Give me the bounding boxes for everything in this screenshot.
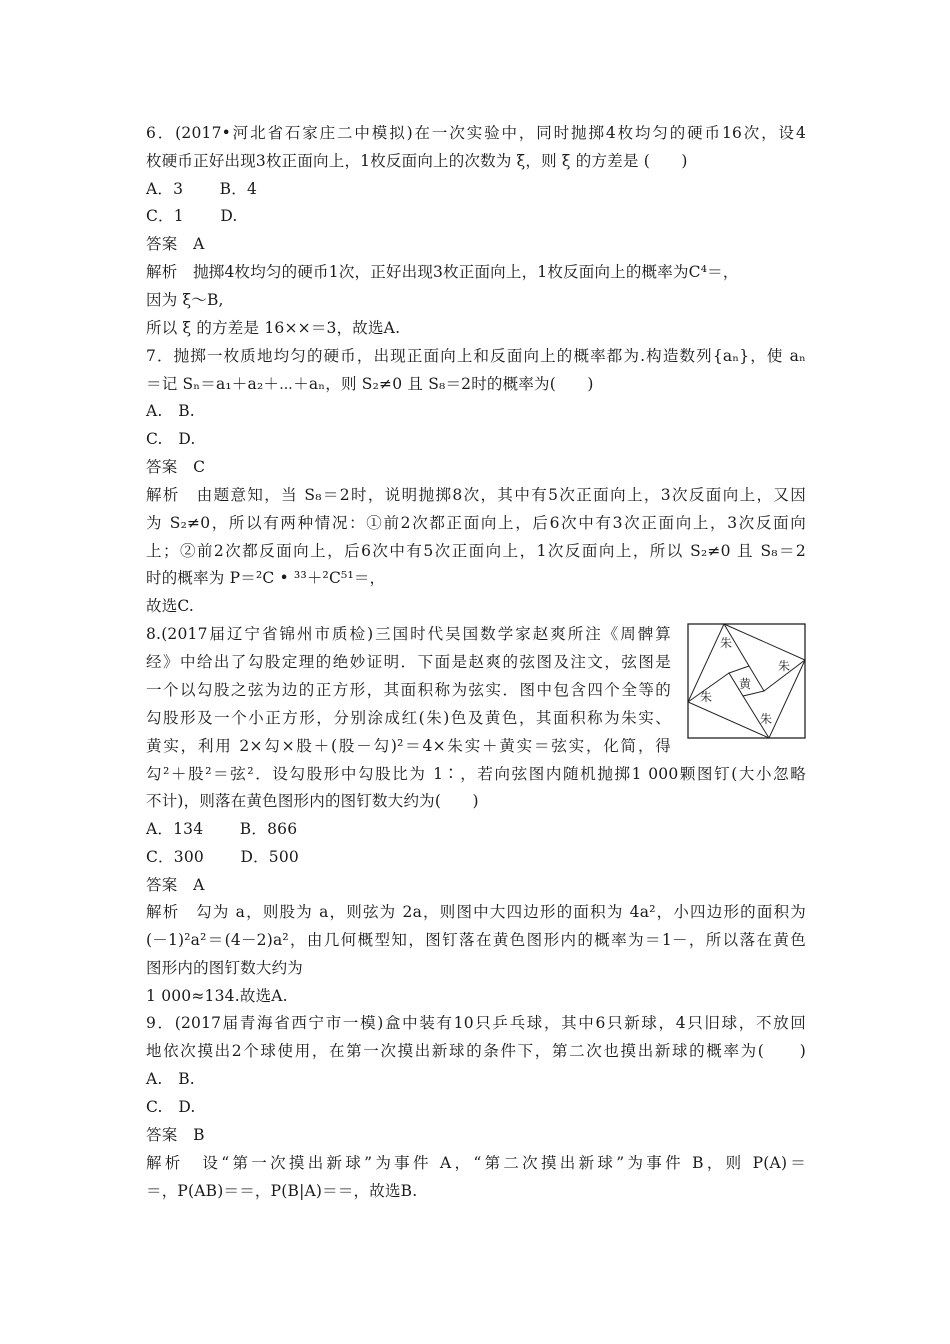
q8-stem-line5: 黄实，利用 2×勾×股＋(股－勾)²＝4×朱实＋黄实＝弦实，化简，得 <box>146 737 671 755</box>
q9-stem-line1: 9．(2017届青海省西宁市一模)盒中装有10只乒乓球，其中6只新球，4只旧球，不放回 <box>146 1014 806 1032</box>
label-center: 黄 <box>739 677 752 691</box>
q8-stem-line6: 勾²＋股²＝弦²．设勾股形中勾股比为 1∶，若向弦图内随机抛掷1 000颗图钉(大小忽略 <box>146 765 806 783</box>
label-top: 朱 <box>720 636 733 650</box>
q8-stem-line2: 经》中给出了勾股定理的绝妙证明．下面是赵爽的弦图及注文，弦图是 <box>146 653 671 671</box>
q9-stem-line2: 地依次摸出2个球使用，在第一次摸出新球的条件下，第二次也摸出新球的概率为( ) <box>146 1042 806 1060</box>
q8-stem-line7: 不计)，则落在黄色图形内的图钉数大约为( ) <box>146 792 479 810</box>
q8-solution-line2: (－1)²a²＝(4－2)a²，由几何概型知，图钉落在黄色图形内的概率为＝1－，所以落在黄色 <box>146 931 806 949</box>
q8-stem-line4: 勾股形及一个小正方形，分别涂成红(朱)色及黄色，其面积称为朱实、 <box>146 709 671 727</box>
q7-solution-line5: 故选C. <box>146 597 195 615</box>
q6-solution-line2: 因为 ξ～B, <box>146 291 224 309</box>
q6-solution-line1: 解析 抛掷4枚均匀的硬币1次，正好出现3枚正面向上，1枚反面向上的概率为C⁴＝， <box>146 263 739 281</box>
label-bottom: 朱 <box>760 712 773 726</box>
q8-answer: 答案 A <box>146 876 205 894</box>
q7-answer: 答案 C <box>146 458 206 476</box>
q8-options-cd: C．300 D．500 <box>146 848 299 866</box>
label-right: 朱 <box>778 659 791 673</box>
q7-solution-line4: 时的概率为 P＝²C • ³³＋²C⁵¹＝， <box>146 569 386 587</box>
q8-stem-line3: 一个以勾股之弦为边的正方形，其面积称为弦实．图中包含四个全等的 <box>146 681 671 699</box>
q8-solution-line4: 1 000≈134.故选A. <box>146 987 288 1005</box>
q7-options-ab: A. B. <box>146 402 195 420</box>
q8-solution-line3: 图形内的图钉数大约为 <box>146 959 304 977</box>
q7-solution-line2: 为 S₂≠0，所以有两种情况：①前2次都正面向上，后6次中有3次正面向上，3次反面向 <box>146 514 806 532</box>
q6-solution-line3: 所以 ξ 的方差是 16××＝3，故选A. <box>146 319 401 337</box>
q6-answer: 答案 A <box>146 235 205 253</box>
q6-stem-line1: 6．(2017•河北省石家庄二中模拟)在一次实验中，同时抛掷4枚均匀的硬币16次，设4 <box>146 124 806 142</box>
q7-solution-line1: 解析 由题意知，当 S₈＝2时，说明抛掷8次，其中有5次正面向上，3次反面向上，又因 <box>146 486 806 504</box>
label-left: 朱 <box>700 690 713 704</box>
q9-solution-line2: ＝，P(AB)＝＝，P(B|A)＝＝，故选B. <box>146 1182 418 1200</box>
q7-options-cd: C. D. <box>146 430 196 448</box>
q6-stem-line2: 枚硬币正好出现3枚正面向上，1枚反面向上的次数为 ξ，则 ξ 的方差是 ( ) <box>146 152 688 170</box>
q7-stem-line2: ＝记 Sₙ＝a₁＋a₂＋⋯＋aₙ，则 S₂≠0 且 S₈＝2时的概率为( ) <box>146 375 594 393</box>
q7-solution-line3: 上；②前2次都反面向上，后6次中有5次正面向上，1次反面向上，所以 S₂≠0 且 S₈＝2 <box>146 542 806 560</box>
q9-solution-line1: 解析 设“第一次摸出新球”为事件 A，“第二次摸出新球”为事件 B，则 P(A)＝ <box>146 1154 806 1172</box>
zhao-shuang-string-figure <box>687 623 806 739</box>
q9-options-cd: C. D. <box>146 1098 196 1116</box>
q6-options-ab: A．3 B．4 <box>146 180 258 198</box>
q8-solution-line1: 解析 勾为 a，则股为 a，则弦为 2a，则图中大四边形的面积为 4a²，小四边形的面积为 <box>146 903 806 921</box>
q6-options-cd: C．1 D. <box>146 207 238 225</box>
q8-stem-line1: 8.(2017届辽宁省锦州市质检)三国时代吴国数学家赵爽所注《周髀算 <box>146 625 671 643</box>
q9-answer: 答案 B <box>146 1126 205 1144</box>
q8-options-ab: A．134 B．866 <box>146 820 298 838</box>
q9-options-ab: A. B. <box>146 1070 195 1088</box>
q7-stem-line1: 7．抛掷一枚质地均匀的硬币，出现正面向上和反面向上的概率都为.构造数列{aₙ}，使 aₙ <box>146 347 806 365</box>
